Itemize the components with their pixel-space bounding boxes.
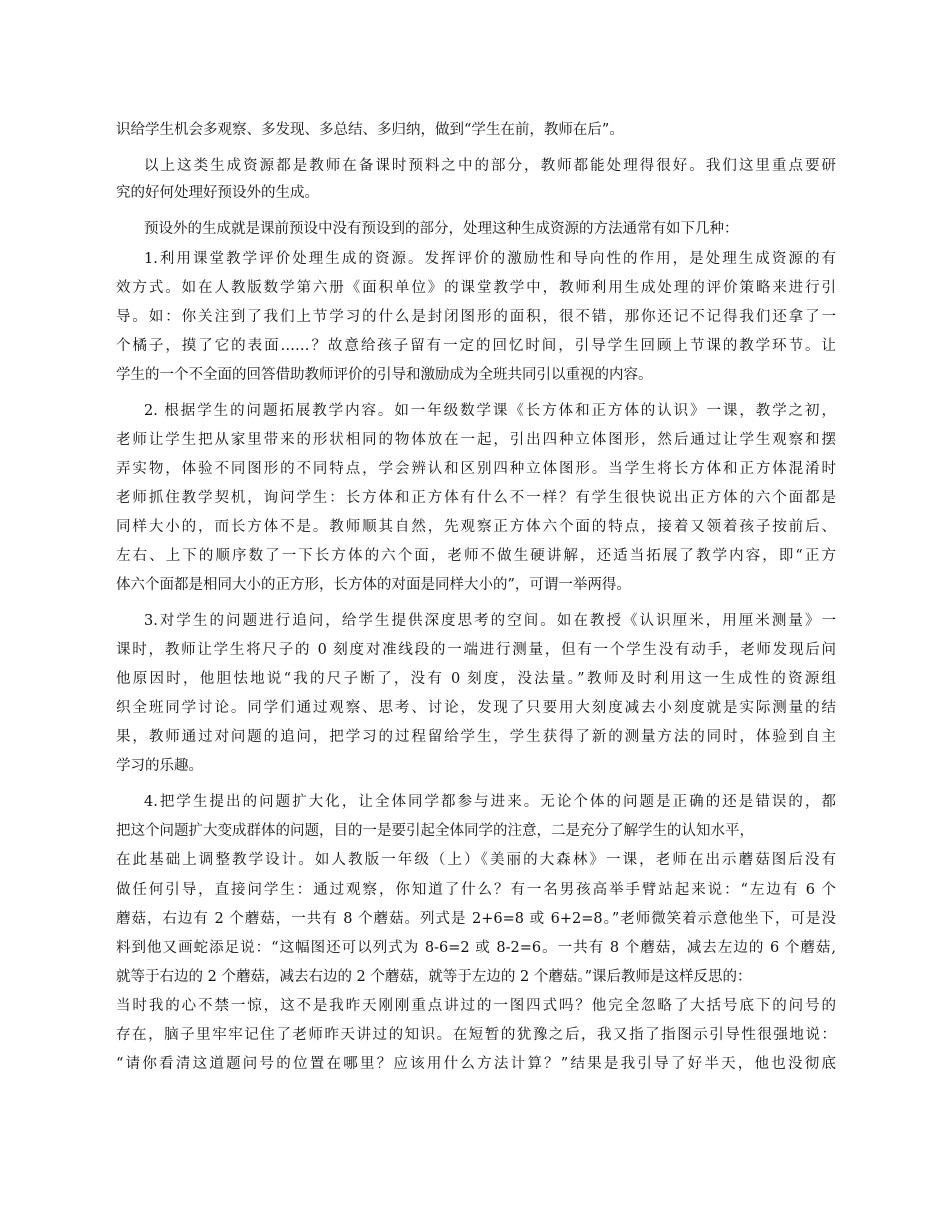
text-line: 体六个面都是相同大小的正方形，长方体的对面是同样大小的”，可谓一举两得。: [116, 577, 631, 593]
text-line: 课时，教师让学生将尺子的 0 刻度对准线段的一端进行测量，但有一个学生没有动手，老师发现后问: [116, 642, 836, 658]
text-line: 老师抓住教学契机，询问学生：长方体和正方体有什么不一样？有学生很快说出正方体的六个面都是: [116, 490, 836, 506]
text-line: 效方式。如在人教版数学第六册《面积单位》的课堂教学中，教师利用生成处理的评价策略来进行引: [116, 280, 836, 296]
text-line: 老师让学生把从家里带来的形状相同的物体放在一起，引出四种立体图形，然后通过让学生观察和摆: [116, 432, 836, 448]
text-line: 当时我的心不禁一惊，这不是我昨天刚刚重点讲过的一图四式吗？他完全忽略了大括号底下的问号的: [116, 998, 836, 1014]
text-line: 左右、上下的顺序数了一下长方体的六个面，老师不做生硬讲解，还适当拓展了教学内容，即“正方: [116, 548, 836, 564]
text-line: 在此基础上调整教学设计。如人教版一年级（上）《美丽的大森林》一课，老师在出示蘑菇图后没有: [116, 852, 836, 868]
paragraph-start: 3.对学生的问题进行追问，给学生提供深度思考的空间。如在教授《认识厘米，用厘米测量》一: [144, 613, 836, 629]
paragraph-start: 以上这类生成资源都是教师在备课时预料之中的部分，教师都能处理得很好。我们这里重点要研: [144, 158, 836, 174]
text-line: 同样大小的，而长方体不是。教师顺其自然，先观察正方体六个面的特点，接着又领着孩子按前后、: [116, 519, 836, 535]
text-line: 存在，脑子里牢牢记住了老师昨天讲过的知识。在短暂的犹豫之后，我又指了指图示引导性很强地说：: [116, 1027, 836, 1043]
text-line: “请你看清这道题问号的位置在哪里？应该用什么方法计算？”结果是我引导了好半天，他也没彻底: [116, 1056, 836, 1072]
text-line: 就等于右边的 2 个蘑菇，减去右边的 2 个蘑菇，就等于左边的 2 个蘑菇。”课后教师是这样反思的：: [116, 969, 752, 985]
text-line: 料到他又画蛇添足说：“这幅图还可以列式为 8-6=2 或 8-2=6。一共有 8 个蘑菇，减去左边的 6 个蘑菇,: [116, 940, 836, 956]
text-line: 织全班同学讨论。同学们通过观察、思考、讨论，发现了只要用大刻度减去小刻度就是实际测量的结: [116, 700, 836, 716]
text-line: 究的好何处理好预设外的生成。: [116, 185, 319, 201]
text-line: 弄实物，体验不同图形的不同特点，学会辨认和区别四种立体图形。当学生将长方体和正方体混淆时: [116, 461, 836, 477]
text-line: 把这个问题扩大变成群体的问题，目的一是要引起全体同学的注意，二是充分了解学生的认知水平，: [116, 823, 754, 839]
text-line: 做任何引导，直接问学生：通过观察，你知道了什么？有一名男孩高举手臂站起来说：“左边有 6 个: [116, 882, 836, 898]
text-line: 学生的一个不全面的回答借助教师评价的引导和激励成为全班共同引以重视的内容。: [116, 367, 653, 383]
text-line: 蘑菇，右边有 2 个蘑菇，一共有 8 个蘑菇。列式是 2+6=8 或 6+2=8。”老师微笑着示意他坐下，可是没: [116, 911, 836, 927]
text-line: 学习的乐趣。: [116, 758, 203, 774]
paragraph-start: 1.利用课堂教学评价处理生成的资源。发挥评价的激励性和导向性的作用，是处理生成资源的有: [144, 251, 836, 267]
paragraph-start: 2. 根据学生的问题拓展教学内容。如一年级数学课《长方体和正方体的认识》一课，教学之初，: [144, 403, 836, 419]
paragraph-start: 预设外的生成就是课前预设中没有预设到的部分，处理这种生成资源的方法通常有如下几种：: [144, 221, 739, 237]
text-line: 果，教师通过对问题的追问，把学习的过程留给学生，学生获得了新的测量方法的同时，体验到自主: [116, 729, 836, 745]
text-line: 个橘子，摸了它的表面……？故意给孩子留有一定的回忆时间，引导学生回顾上节课的教学环节。让: [116, 338, 836, 354]
paragraph-start: 4.把学生提出的问题扩大化，让全体同学都参与进来。无论个体的问题是正确的还是错误的，都: [144, 794, 836, 810]
text-line: 导。如：你关注到了我们上节学习的什么是封闭图形的面积，很不错，那你还记不记得我们还拿了一: [116, 309, 836, 325]
text-line: 他原因时，他胆怯地说“我的尺子断了，没有 0 刻度，没法量。”教师及时利用这一生成性的资源组: [116, 671, 836, 687]
text-line: 识给学生机会多观察、多发现、多总结、多归纳，做到“学生在前，教师在后”。: [116, 122, 624, 138]
